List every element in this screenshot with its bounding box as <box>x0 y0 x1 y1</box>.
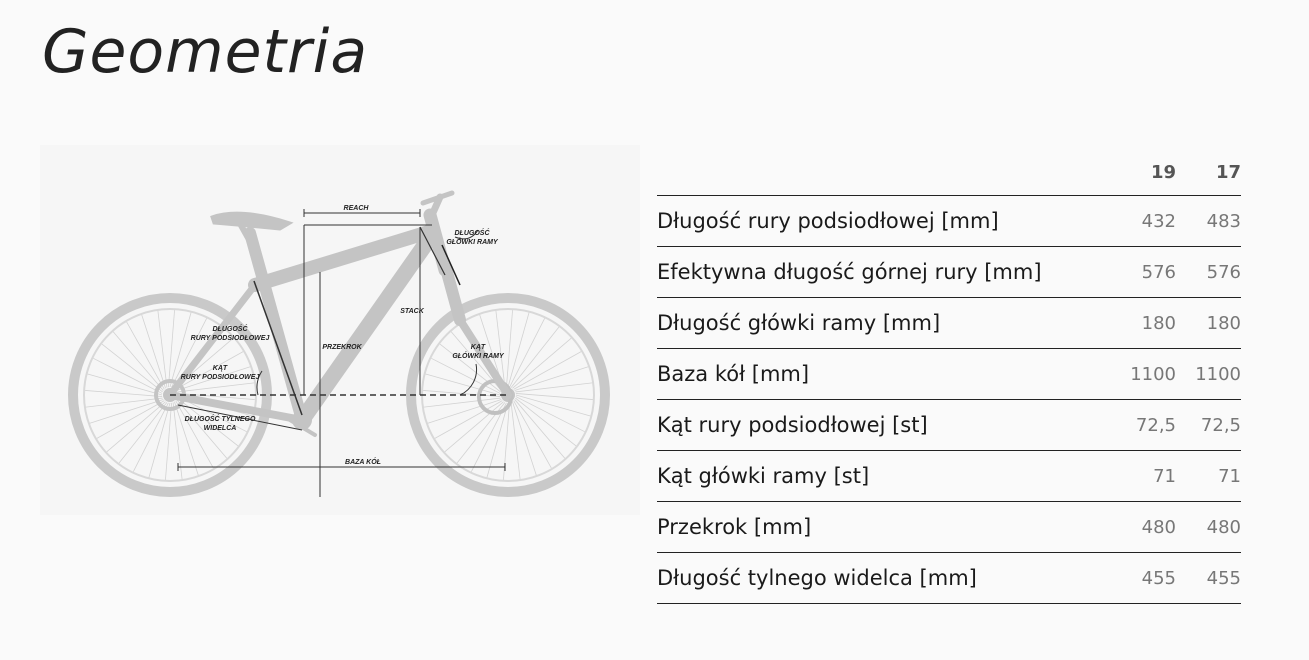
row-name: Długość tylnego widelca [mm] <box>657 566 977 590</box>
wheel-spoke <box>503 403 509 480</box>
table-row <box>657 553 1241 604</box>
wheel-spoke <box>512 338 571 388</box>
wheel-spoke <box>133 403 168 472</box>
wheel-spoke <box>510 318 545 387</box>
table-row <box>657 247 1241 298</box>
stack-label: STACK <box>400 308 424 315</box>
row-name: Kąt główki ramy [st] <box>657 464 870 488</box>
wheel-spoke <box>516 393 593 399</box>
row-name: Przekrok [mm] <box>657 515 812 539</box>
row-name: Baza kół [mm] <box>657 362 810 386</box>
wheel-spoke <box>511 402 520 479</box>
chainstay-label-1: DŁUGOŚĆ TYLNEGO <box>184 416 256 423</box>
wheel-spoke <box>142 315 166 389</box>
wheel-spoke <box>165 403 171 480</box>
wheel-spoke <box>514 401 552 468</box>
row-value-17: 1100 <box>1195 363 1241 385</box>
seat-angle-label-2: RURY PODSIODŁOWEJ <box>180 374 260 381</box>
row-value-19: 180 <box>1141 312 1176 334</box>
wheel-spoke <box>90 399 164 423</box>
row-name: Kąt rury podsiodłowej [st] <box>657 413 928 437</box>
wheel-spoke <box>515 383 592 392</box>
row-value-17: 71 <box>1218 465 1241 487</box>
head-tube-length-label-2: GŁÓWKI RAMY <box>446 239 498 246</box>
row-value-19: 455 <box>1141 567 1176 589</box>
wheel-spoke <box>177 383 254 392</box>
row-value-17: 576 <box>1206 261 1241 283</box>
size-header-19: 19 <box>1150 162 1176 183</box>
head-angle-label-1: KĄT <box>470 344 486 351</box>
seat-tube-length-label-1: DŁUGOŚĆ <box>212 326 248 333</box>
wheel-spoke <box>93 358 162 393</box>
reach-label: REACH <box>343 205 369 212</box>
bike-geometry-diagram <box>40 145 640 515</box>
wheel-spoke <box>515 399 565 458</box>
wheel-spoke <box>113 332 163 391</box>
row-name: Efektywna długość górnej rury [mm] <box>657 260 1042 284</box>
row-value-19: 71 <box>1153 465 1176 487</box>
chainstay-label-2: WIDELCA <box>203 425 237 432</box>
wheel-spoke <box>85 390 162 396</box>
head-angle-label-2: GŁÓWKI RAMY <box>452 353 504 360</box>
standover-label: PRZEKROK <box>322 344 362 351</box>
wheel-spoke <box>512 402 536 476</box>
table-row <box>657 349 1241 400</box>
row-value-19: 1100 <box>1130 363 1176 385</box>
table-row <box>657 196 1241 247</box>
row-value-19: 72,5 <box>1135 414 1176 436</box>
wheel-spoke <box>514 352 581 390</box>
table-row <box>657 298 1241 349</box>
row-value-17: 480 <box>1206 516 1241 538</box>
table-row <box>657 451 1241 502</box>
wheel-spoke <box>515 367 589 391</box>
wheel-spoke <box>158 311 167 388</box>
row-value-17: 483 <box>1206 210 1241 232</box>
row-value-17: 180 <box>1206 312 1241 334</box>
page-title: Geometria <box>42 17 369 87</box>
seat-angle-label-1: KĄT <box>212 365 228 372</box>
geometry-table <box>657 150 1241 604</box>
wheel-spoke <box>506 310 512 387</box>
wheel-spoke <box>516 397 585 432</box>
head-tube-length-label-1: DŁUGOŚĆ <box>454 230 490 237</box>
row-value-17: 455 <box>1206 567 1241 589</box>
size-header-17: 17 <box>1215 162 1241 183</box>
wheel-spoke <box>435 401 502 439</box>
table-row <box>657 502 1241 553</box>
seat-tube-length-label-2: RURY PODSIODŁOWEJ <box>190 335 270 342</box>
wheelbase-label: BAZA KÓŁ <box>345 459 381 466</box>
table-header <box>657 150 1241 196</box>
bike-geometry-svg <box>40 145 640 515</box>
row-value-17: 72,5 <box>1200 414 1241 436</box>
wheel-spoke <box>107 402 166 452</box>
row-name: Długość główki ramy [mm] <box>657 311 941 335</box>
row-value-19: 576 <box>1141 261 1176 283</box>
row-name: Długość rury podsiodłowej [mm] <box>657 209 999 233</box>
wheel-spoke <box>445 402 504 452</box>
wheel-spoke <box>127 322 165 389</box>
table-row <box>657 400 1241 451</box>
wheel-spoke <box>86 398 163 407</box>
wheel-spoke <box>424 398 501 407</box>
wheel-spoke <box>97 401 164 439</box>
row-value-19: 432 <box>1141 210 1176 232</box>
row-value-19: 480 <box>1141 516 1176 538</box>
wheel-spoke <box>168 310 174 387</box>
